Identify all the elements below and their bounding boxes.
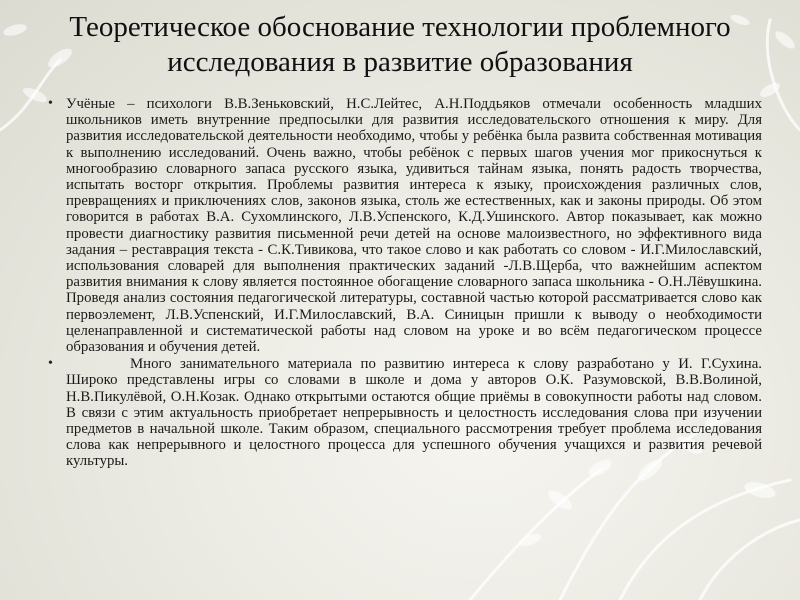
paragraph-text: Учёные – психологи В.В.Зеньковский, Н.С.Лейтес, А.Н.Поддьяков отмечали особенность младших школьников иметь внутренние предпосылки для развития исследовательского отношения к миру. Для развития исследовательской деятельности необходимо, чтобы у ребёнка была развита собственная мотивация к выполнению исследований. Очень важно, чтобы ребёнок с первых шагов учения мог прикоснуться к многообразию словарного запаса русского языка, удивиться тайнам языка, понять радость творчества, испытать восторг открытия. Проблемы развития интереса к языку, происхождения различных слов, превращениях и приключениях слов, законов языка, столь же естественных, как и законы природы. Об этом говорится в работах В.А. Сухомлинского, Л.В.Успенского, К.Д.Ушинского. Автор показывает, как можно провести диагностику развития письменной речи детей на основе малоизвестного, но эффективного вида задания – реставрация текста - С.К.Тивикова, что такое слово и как работать со словом - И.Г.Милославский, использования словарей для выполнения практических заданий -Л.В.Щерба, что важнейшим аспектом развития внимания к слову является постоянное обогащение словарного запаса школьника - О.Н.Лёвушкина. Проведя анализ состояния педагогической литературы, составной частью которой рассматривается слово как первоэлемент, Л.В.Успенский, И.Г.Милославский, В.А. Синицын пришли к выводу о необходимости целенаправленной и систематической работы над словом на уроке и во всём педагогическом процессе образования и обучения детей. [66, 96, 762, 356]
paragraph-text: Много занимательного материала по развитию интереса к слову разработано у И. Г.Сухина. Широко представлены игры со словами в школе и дома у авторов О.К. Разумовской, В.В.Волиной, Н.В.Пикулёвой, О.Н.Козак. Однако открытыми остаются общие приёмы в совокупности работы над словом. В связи с этим актуальность приобретает непрерывность и целостность исследования слова при изучении предметов в начальной школе. Таким образом, специального рассмотрения требует проблема исследования слова как непрерывного и целостного процесса для успешного обучения учащихся и развития речевой культуры. [66, 356, 762, 470]
bullet-item [46, 96, 762, 355]
bullet-marker: • [48, 96, 53, 111]
slide-title: Теоретическое обоснование технологии проблемного исследования в развитие образования [69, 11, 731, 78]
bullet-item [46, 356, 762, 469]
bullet-list [46, 96, 762, 470]
bullet-marker: • [48, 356, 53, 372]
